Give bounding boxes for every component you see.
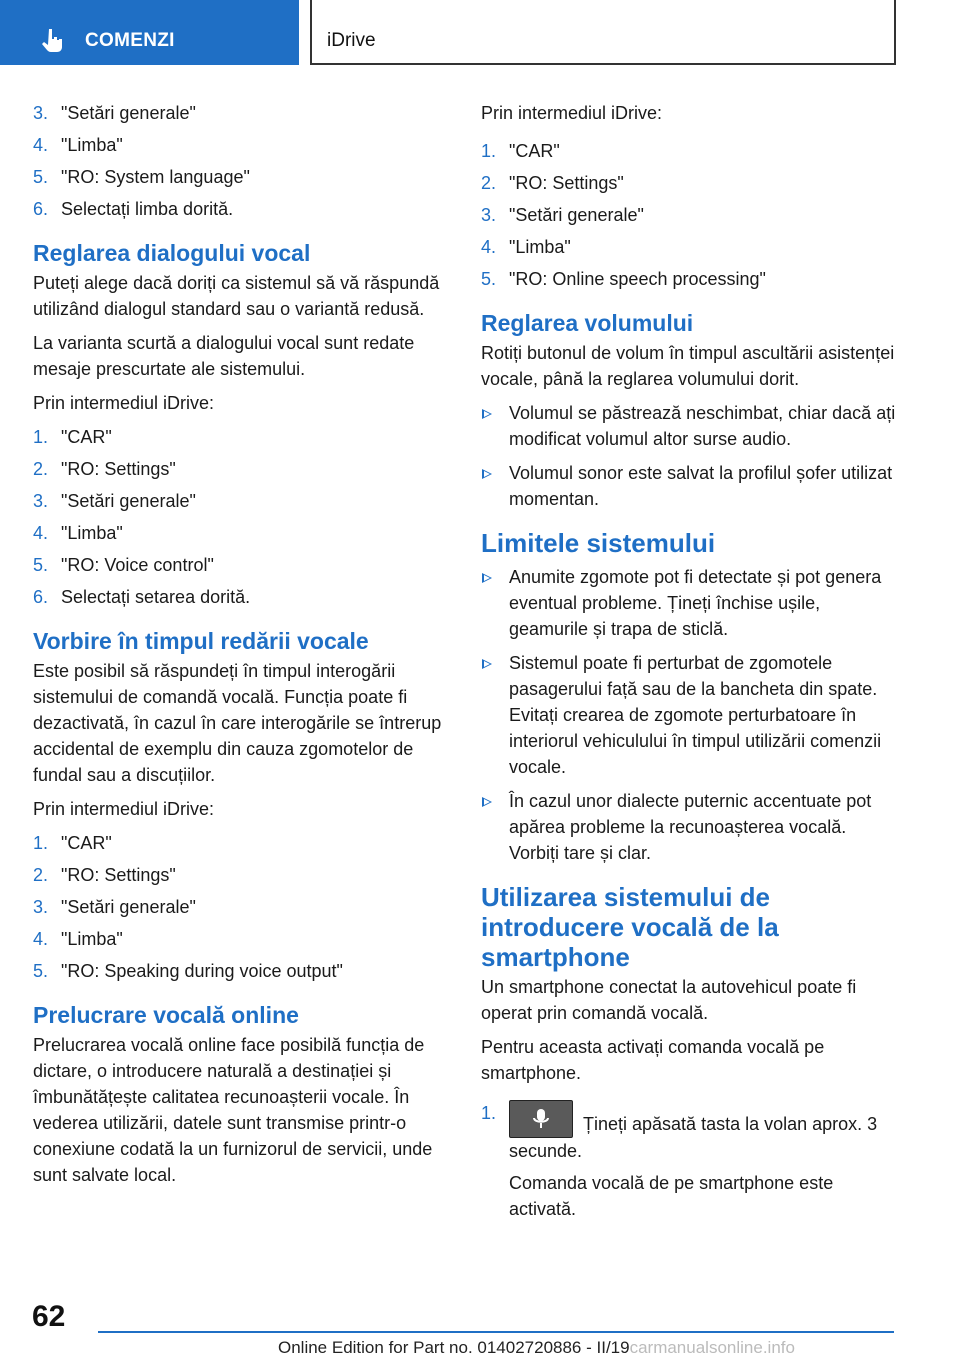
section-title: Prelucrare vocală online	[33, 1002, 299, 1028]
steps-online	[481, 138, 896, 292]
list-item: 3. "Setări generale"	[481, 205, 644, 225]
section-label: COMENZI	[85, 30, 175, 51]
list-item: 5. "RO: Online speech processing"	[481, 269, 766, 289]
section-smartphone	[481, 882, 896, 1222]
list-item: 1. "CAR"	[33, 833, 112, 853]
chapter-label: iDrive	[327, 30, 376, 51]
section-title: Vorbire în timpul redării vocale	[33, 628, 369, 654]
paragraph: Rotiți butonul de volum în timpul ascultării asistenței vocale, până la reglarea volumului dorit.	[481, 343, 895, 389]
microphone-icon	[532, 1108, 550, 1130]
list-item: 4. "Limba"	[33, 929, 123, 949]
paragraph: Un smartphone conectat la autovehicul poate fi operat prin comandă vocală.	[481, 977, 857, 1023]
list-item: 3. "Setări generale"	[33, 491, 196, 511]
paragraph: Prelucrarea vocală online face posibilă funcția de dictare, o introducere naturală a destinației și îmbunătățește calitatea recunoașterii vocale. În vederea utilizării, datele sunt transmise printr-o conexiune codată la un furnizorul de servicii, unde sunt salvate local.	[33, 1035, 433, 1185]
paragraph: Puteți alege dacă doriți ca sistemul să vă răspundă utilizând dialogul standard sau o variantă redusă.	[33, 273, 440, 319]
list-item: 4. "Limba"	[481, 237, 571, 257]
list-item: În cazul unor dialecte puternic accentuate pot apărea probleme la recunoașterea vocală. Vorbiți tare și clar.	[481, 788, 896, 866]
paragraph: Este posibil să răspundeți în timpul interogării sistemului de comandă vocală. Funcția poate fi dezactivată, în cazul în care interogările se întrerup accidental de exemplu din cauza zgomotelor de fundal sau a discuțiilor.	[33, 661, 442, 785]
chapter-box	[310, 0, 896, 65]
watermark: carmanualsonline.info	[629, 1338, 795, 1357]
paragraph: Comanda vocală de pe smartphone este activată.	[509, 1173, 834, 1219]
list-item: 2. "RO: Settings"	[481, 173, 624, 193]
steps-voice-dialog	[33, 424, 448, 610]
list-item: 2. "RO: Settings"	[33, 459, 176, 479]
section-title: Utilizarea sistemului de introducere vocală de la smartphone	[481, 882, 779, 972]
triangle-bullet-icon	[482, 573, 492, 583]
microphone-key	[509, 1100, 573, 1138]
list-item: 4. "Limba"	[33, 523, 123, 543]
list-item: 1. Țineți apăsată tasta la volan aprox. 3 secunde. Comanda vocală de pe smartphone este activată.	[481, 1100, 896, 1222]
bullet-list	[481, 400, 896, 512]
steps-smartphone	[481, 1100, 896, 1222]
section-online-processing	[33, 1000, 448, 1188]
paragraph: Prin intermediul iDrive:	[33, 393, 215, 413]
list-item: 2. "RO: Settings"	[33, 865, 176, 885]
paragraph: Prin intermediul iDrive:	[481, 103, 663, 123]
list-item: Volumul sonor este salvat la profilul șofer utilizat momentan.	[481, 460, 896, 512]
list-item: Volumul se păstrează neschimbat, chiar dacă ați modificat volumul altor surse audio.	[481, 400, 896, 452]
section-voice-dialog	[33, 238, 448, 610]
section-speaking-during-output	[33, 626, 448, 984]
left-column	[33, 100, 448, 1196]
list-item: 3. "Setări generale"	[33, 103, 196, 123]
list-item: 4. "Limba"	[33, 135, 123, 155]
list-item: 1. "CAR"	[481, 141, 560, 161]
list-item: 5. "RO: Voice control"	[33, 555, 214, 575]
list-item: 5. "RO: Speaking during voice output"	[33, 961, 343, 981]
section-title: Reglarea dialogului vocal	[33, 240, 311, 266]
section-title: Limitele sistemului	[481, 528, 716, 558]
list-item: 6. Selectați limba dorită.	[33, 199, 234, 219]
triangle-bullet-icon	[482, 797, 492, 807]
list-item: Sistemul poate fi perturbat de zgomotele pasagerului față sau de la bancheta din spate. Evitați crearea de zgomote perturbatoare în interiorul vehiculului în timpul utilizării comenzii vocale.	[481, 650, 896, 780]
list-item: 5. "RO: System language"	[33, 167, 250, 187]
bullet-list	[481, 564, 896, 866]
paragraph: Prin intermediul iDrive:	[33, 799, 215, 819]
steps-speaking	[33, 830, 448, 984]
list-item: 1. "CAR"	[33, 427, 112, 447]
paragraph: Pentru aceasta activați comanda vocală pe smartphone.	[481, 1037, 825, 1083]
steps-language	[33, 100, 448, 222]
footer-edition: Online Edition for Part no. 01402720886 - II/19carmanualsonline.info	[278, 1338, 795, 1357]
section-volume	[481, 308, 896, 512]
section-title: Reglarea volumului	[481, 310, 694, 336]
section-tab	[0, 0, 299, 65]
paragraph: La varianta scurtă a dialogului vocal sunt redate mesaje prescurtate ale sistemului.	[33, 333, 415, 379]
right-column	[481, 100, 896, 1238]
triangle-bullet-icon	[482, 659, 492, 669]
triangle-bullet-icon	[482, 409, 492, 419]
list-item: Anumite zgomote pot fi detectate și pot genera eventual probleme. Țineți închise ușile, geamurile și trapa de sticlă.	[481, 564, 896, 642]
hand-pointer-icon	[40, 27, 66, 53]
footer-divider	[98, 1331, 894, 1333]
list-item: 6. Selectați setarea dorită.	[33, 587, 251, 607]
page-number: 62	[32, 1300, 66, 1333]
section-limits	[481, 528, 896, 866]
list-item: 3. "Setări generale"	[33, 897, 196, 917]
triangle-bullet-icon	[482, 469, 492, 479]
